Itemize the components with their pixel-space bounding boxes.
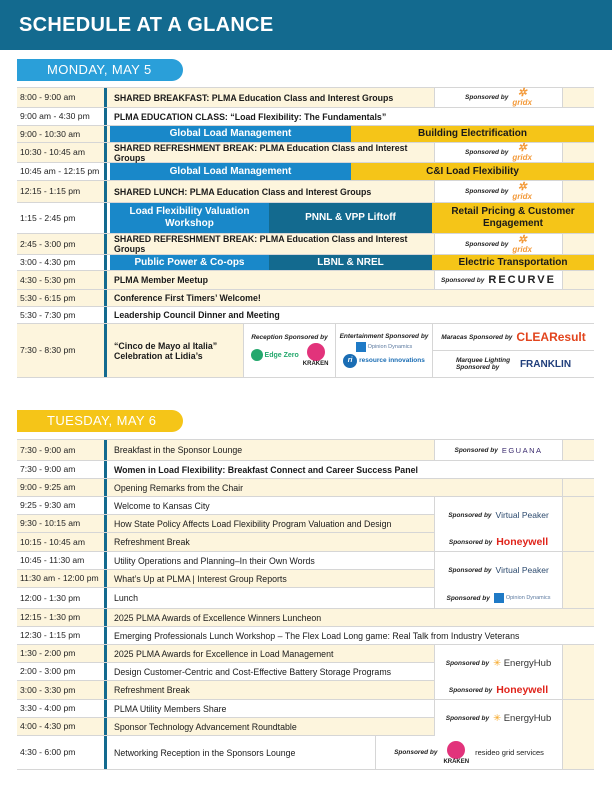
row-event: SHARED REFRESHMENT BREAK: PLMA Education Class and Interest Groups bbox=[114, 142, 408, 163]
row-sponsor bbox=[434, 533, 562, 551]
schedule-row bbox=[17, 234, 594, 255]
track-ci-load-flexibility: C&I Load Flexibility bbox=[351, 163, 594, 180]
gridx-star-icon: ✲ bbox=[517, 87, 527, 99]
row-event: PLMA Member Meetup bbox=[114, 275, 209, 285]
schedule-row bbox=[17, 143, 594, 163]
track-pnnl-vpp-liftoff: PNNL & VPP Liftoff bbox=[269, 203, 432, 233]
row-event: Emerging Professionals Lunch Workshop – The Flex Load Long game: Real Talk from Industry Veterans bbox=[114, 630, 520, 641]
marquee-label: Marquee Lighting Sponsored by bbox=[455, 356, 511, 371]
track-electric-transportation: Electric Transportation bbox=[432, 255, 594, 270]
schedule-row bbox=[17, 181, 594, 203]
row-time: 2:00 - 3:00 pm bbox=[17, 663, 107, 680]
gridx-star-icon: ✲ bbox=[517, 233, 527, 246]
row-tail bbox=[562, 588, 594, 608]
row-event: SHARED BREAKFAST: PLMA Education Class and Interest Groups bbox=[114, 92, 394, 103]
energyhub-icon: ✳ bbox=[493, 712, 502, 724]
event-line-2: Celebration at Lidia’s bbox=[114, 350, 203, 361]
entertainment-label: Entertainment Sponsored by bbox=[339, 333, 429, 340]
schedule-row bbox=[17, 461, 594, 479]
row-tail bbox=[562, 736, 594, 769]
row-tail bbox=[562, 271, 594, 289]
sponsor-label: Sponsored by bbox=[448, 686, 493, 694]
honeywell-logo: Honeywell bbox=[496, 684, 549, 696]
row-event: Lunch bbox=[114, 593, 138, 603]
gridx-logo: ✲ gridx bbox=[512, 142, 532, 162]
row-event: Women in Load Flexibility: Breakfast Connect and Career Success Panel bbox=[114, 464, 418, 475]
row-time: 12:00 - 1:30 pm bbox=[17, 588, 107, 608]
row-tail bbox=[562, 88, 594, 107]
row-event: Refreshment Break bbox=[114, 537, 190, 547]
row-event: 2025 PLMA Awards of Excellence Winners Luncheon bbox=[114, 612, 322, 623]
row-sponsor bbox=[434, 88, 562, 107]
schedule-row bbox=[17, 108, 594, 126]
row-event: Sponsor Technology Advancement Roundtable bbox=[114, 721, 297, 732]
row-sponsor bbox=[434, 440, 562, 460]
merged-sponsor-group bbox=[17, 700, 594, 736]
row-time: 7:30 - 9:00 am bbox=[17, 440, 107, 460]
merged-sponsor-group bbox=[17, 552, 594, 588]
row-event: Welcome to Kansas City bbox=[114, 500, 210, 511]
energyhub-logo: ✳ EnergyHub bbox=[493, 657, 552, 669]
row-time: 3:00 - 3:30 pm bbox=[17, 681, 107, 699]
track-retail-pricing: Retail Pricing & Customer Engagement bbox=[432, 203, 594, 233]
row-sponsor bbox=[434, 181, 562, 202]
resource-innovations-logo: ri resource innovations bbox=[343, 354, 425, 368]
maracas-sponsor bbox=[433, 324, 594, 351]
row-time: 12:15 - 1:30 pm bbox=[17, 609, 107, 626]
schedule-row bbox=[17, 163, 594, 181]
sponsor-label: Sponsored by bbox=[465, 149, 509, 156]
resource-innovations-icon: ri bbox=[343, 354, 357, 368]
row-time: 12:15 - 1:15 pm bbox=[17, 181, 107, 202]
row-event: Networking Reception in the Sponsors Lounge bbox=[114, 747, 296, 758]
schedule-row bbox=[17, 126, 594, 143]
row-time: 9:30 - 10:15 am bbox=[17, 515, 107, 532]
row-event: Utility Operations and Planning–In their Own Words bbox=[114, 555, 315, 566]
schedule-row bbox=[17, 290, 594, 307]
opinion-dynamics-logo: Opinion Dynamics bbox=[356, 342, 413, 352]
row-time: 2:45 - 3:00 pm bbox=[17, 234, 107, 254]
row-time: 9:00 - 10:30 am bbox=[17, 126, 107, 142]
schedule-row bbox=[17, 736, 594, 770]
gridx-logo: ✲ gridx bbox=[512, 233, 532, 254]
row-event: SHARED REFRESHMENT BREAK: PLMA Education Class and Interest Groups bbox=[114, 234, 408, 254]
track-public-power-coops: Public Power & Co-ops bbox=[110, 255, 269, 270]
merged-sponsor-group bbox=[17, 645, 594, 681]
row-sponsor bbox=[434, 143, 562, 162]
page-title: SCHEDULE AT A GLANCE bbox=[19, 14, 274, 36]
edge-zero-icon bbox=[251, 349, 263, 361]
row-time: 10:15 - 10:45 am bbox=[17, 533, 107, 551]
kraken-icon bbox=[447, 741, 465, 759]
sponsor-label: Sponsored by bbox=[454, 446, 498, 454]
resideo-logo: resideo grid services bbox=[475, 748, 544, 757]
maracas-label: Maracas Sponsored by bbox=[441, 333, 513, 341]
opinion-dynamics-icon bbox=[356, 342, 366, 352]
row-time: 1:30 - 2:00 pm bbox=[17, 645, 107, 662]
row-tail bbox=[562, 440, 594, 460]
clearesult-logo: CLEAResult bbox=[516, 330, 586, 344]
day-tab-tuesday: TUESDAY, MAY 6 bbox=[17, 410, 183, 432]
row-event: PLMA EDUCATION CLASS: “Load Flexibility: The Fundamentals” bbox=[114, 111, 387, 122]
schedule-row bbox=[17, 324, 594, 378]
track-global-load-management: Global Load Management bbox=[110, 163, 351, 180]
row-time: 3:30 - 4:00 pm bbox=[17, 700, 107, 717]
opinion-dynamics-logo: Opinion Dynamics bbox=[494, 593, 551, 603]
row-event: PLMA Utility Members Share bbox=[114, 703, 227, 714]
schedule-row bbox=[17, 271, 594, 290]
monday-schedule-table bbox=[17, 87, 594, 378]
sponsor-label: Sponsored by bbox=[448, 566, 492, 574]
eguana-logo: EGUANA bbox=[501, 445, 543, 455]
row-event: Conference First Timers’ Welcome! bbox=[114, 293, 261, 303]
row-tail bbox=[562, 479, 594, 496]
kraken-logo: KRAKEN bbox=[443, 741, 469, 765]
row-sponsor bbox=[434, 681, 562, 699]
row-event: Leadership Council Dinner and Meeting bbox=[114, 310, 280, 320]
row-event bbox=[110, 324, 244, 377]
sponsor-label: Sponsored by bbox=[465, 94, 509, 101]
schedule-row bbox=[17, 627, 594, 645]
row-sponsor bbox=[434, 645, 562, 681]
row-tail bbox=[562, 497, 594, 533]
row-time: 3:00 - 4:30 pm bbox=[17, 255, 107, 270]
reception-sponsors bbox=[243, 324, 335, 377]
row-sponsor bbox=[434, 700, 562, 736]
row-sponsor bbox=[434, 588, 562, 608]
track-building-electrification: Building Electrification bbox=[351, 126, 594, 142]
sponsor-label: Sponsored by bbox=[448, 511, 492, 519]
row-time: 5:30 - 6:15 pm bbox=[17, 290, 107, 306]
row-time: 1:15 - 2:45 pm bbox=[17, 203, 107, 233]
row-time: 10:45 am - 12:15 pm bbox=[17, 163, 107, 180]
gridx-star-icon: ✲ bbox=[517, 181, 527, 193]
franklin-logo: FRANKLIN bbox=[519, 358, 572, 370]
row-tail bbox=[562, 645, 594, 681]
schedule-row bbox=[17, 203, 594, 234]
row-time: 12:30 - 1:15 pm bbox=[17, 627, 107, 644]
event-line-1: “Cinco de Mayo al Italia” bbox=[114, 340, 218, 351]
row-sponsor bbox=[434, 552, 562, 588]
row-time: 11:30 am - 12:00 pm bbox=[17, 570, 107, 587]
edge-zero-logo: Edge Zero bbox=[251, 349, 299, 361]
row-time: 10:30 - 10:45 am bbox=[17, 143, 107, 162]
row-event: Opening Remarks from the Chair bbox=[114, 482, 244, 493]
sponsor-label: Sponsored by bbox=[448, 538, 493, 546]
day-tab-monday: MONDAY, MAY 5 bbox=[17, 59, 183, 81]
sponsor-label: Sponsored by bbox=[394, 749, 438, 756]
sponsor-label: Sponsored by bbox=[465, 188, 509, 195]
schedule-row bbox=[17, 440, 594, 461]
sponsor-label: Sponsored by bbox=[446, 594, 490, 602]
row-event: Refreshment Break bbox=[114, 685, 190, 695]
entertainment-sponsors bbox=[335, 324, 432, 377]
row-sponsor bbox=[434, 271, 562, 289]
row-time: 7:30 - 9:00 am bbox=[17, 461, 107, 478]
row-tail bbox=[562, 234, 594, 254]
sponsor-label: Sponsored by bbox=[445, 659, 490, 667]
row-sponsor bbox=[375, 736, 562, 769]
gridx-star-icon: ✲ bbox=[517, 142, 527, 154]
reception-label: Reception Sponsored by bbox=[251, 334, 328, 341]
virtual-peaker-logo: Virtual Peaker bbox=[495, 510, 549, 520]
row-sponsor bbox=[434, 234, 562, 254]
schedule-row bbox=[17, 681, 594, 700]
row-time: 7:30 - 8:30 pm bbox=[17, 324, 107, 377]
kraken-icon bbox=[307, 343, 325, 361]
track-lbnl-nrel: LBNL & NREL bbox=[269, 255, 432, 270]
row-event: SHARED LUNCH: PLMA Education Class and Interest Groups bbox=[114, 186, 372, 197]
energyhub-logo: ✳ EnergyHub bbox=[493, 712, 552, 724]
recurve-logo: RECURVE bbox=[488, 274, 556, 286]
honeywell-logo: Honeywell bbox=[496, 536, 549, 548]
schedule-row bbox=[17, 255, 594, 271]
row-time: 8:00 - 9:00 am bbox=[17, 88, 107, 107]
row-time: 4:30 - 6:00 pm bbox=[17, 736, 107, 769]
schedule-row bbox=[17, 88, 594, 108]
gridx-logo: ✲ gridx bbox=[512, 87, 532, 107]
row-time: 5:30 - 7:30 pm bbox=[17, 307, 107, 323]
track-load-flexibility-valuation-workshop: Load Flexibility Valuation Workshop bbox=[110, 203, 269, 233]
row-time: 4:30 - 5:30 pm bbox=[17, 271, 107, 289]
row-event: How State Policy Affects Load Flexibility Program Valuation and Design bbox=[114, 518, 392, 529]
schedule-row bbox=[17, 588, 594, 609]
schedule-row bbox=[17, 307, 594, 324]
row-time: 10:45 - 11:30 am bbox=[17, 552, 107, 569]
energyhub-icon: ✳ bbox=[493, 657, 502, 669]
row-time: 9:25 - 9:30 am bbox=[17, 497, 107, 514]
sponsor-label: Sponsored by bbox=[465, 240, 509, 248]
track-global-load-management: Global Load Management bbox=[110, 126, 351, 142]
row-event: Breakfast in the Sponsor Lounge bbox=[114, 445, 243, 455]
virtual-peaker-logo: Virtual Peaker bbox=[495, 565, 549, 575]
row-tail bbox=[562, 700, 594, 736]
schedule-row bbox=[17, 533, 594, 552]
marquee-sponsor bbox=[433, 351, 594, 377]
maracas-marquee-sponsors bbox=[432, 324, 594, 377]
sponsor-label: Sponsored by bbox=[445, 714, 490, 722]
merged-sponsor-group bbox=[17, 497, 594, 533]
row-tail bbox=[562, 533, 594, 551]
row-time: 4:00 - 4:30 pm bbox=[17, 718, 107, 735]
opinion-dynamics-icon bbox=[494, 593, 504, 603]
schedule-row bbox=[17, 609, 594, 627]
row-event: Design Customer-Centric and Cost-Effective Battery Storage Programs bbox=[114, 666, 392, 677]
row-time: 9:00 - 9:25 am bbox=[17, 479, 107, 496]
row-event: 2025 PLMA Awards for Excellence in Load Management bbox=[114, 648, 334, 659]
sponsor-label: Sponsored by bbox=[441, 276, 485, 284]
schedule-row bbox=[17, 479, 594, 497]
row-tail bbox=[562, 681, 594, 699]
row-tail bbox=[562, 181, 594, 202]
kraken-logo: KRAKEN bbox=[303, 343, 329, 367]
row-event: What’s Up at PLMA | Interest Group Reports bbox=[114, 573, 287, 584]
page-header bbox=[0, 0, 612, 50]
row-time: 9:00 am - 4:30 pm bbox=[17, 108, 107, 125]
row-sponsor bbox=[434, 497, 562, 533]
tuesday-schedule-table bbox=[17, 439, 594, 770]
gridx-logo: ✲ gridx bbox=[512, 181, 532, 201]
row-tail bbox=[562, 143, 594, 162]
reception-logos bbox=[251, 343, 329, 367]
row-tail bbox=[562, 552, 594, 588]
